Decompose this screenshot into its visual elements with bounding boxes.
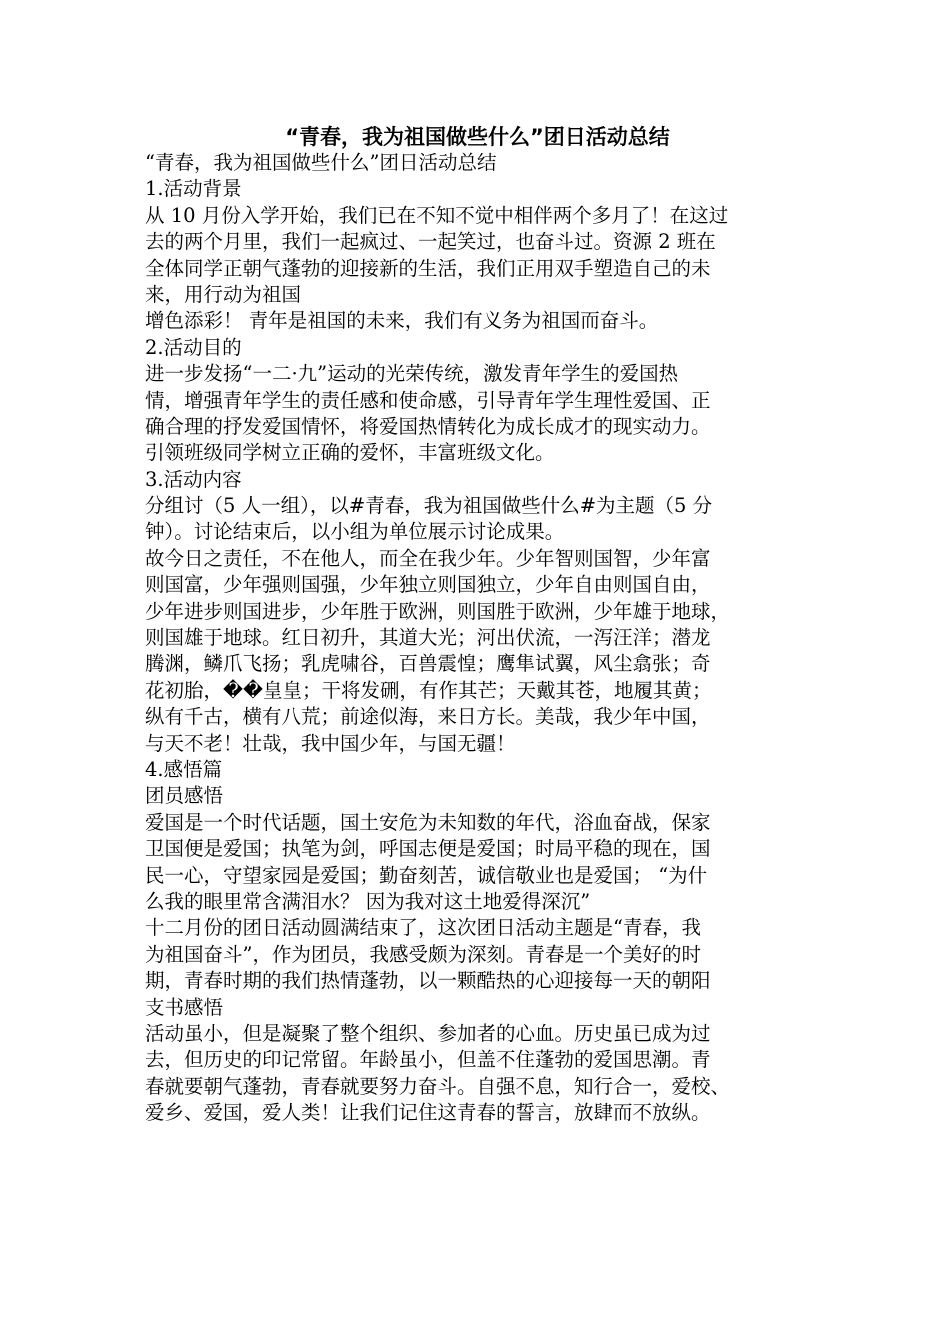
text-line: 么我的眼里常含满泪水？ 因为我对这土地爱得深沉” — [145, 889, 591, 913]
text-line: 去的两个月里，我们一起疯过、一起笑过，也奋斗过。资源 2 班在 — [145, 230, 716, 254]
text-line: 花初胎，��皇皇；干将发硎，有作其芒；天戴其苍，地履其黄； — [145, 678, 712, 702]
text-line: 增色添彩！ 青年是祖国的未来，我们有义务为祖国而奋斗。 — [145, 309, 659, 333]
document-title: “青春，我为祖国做些什么”团日活动总结 — [285, 125, 670, 149]
text-line: 分组讨（5 人一组），以#青春，我为祖国做些什么#为主题（5 分 — [145, 494, 713, 518]
document-body — [145, 150, 810, 1126]
text-line: 卫国便是爱国；执笔为剑，呼国志便是爱国；时局平稳的现在，国 — [145, 837, 711, 861]
text-line: 为祖国奋斗”，作为团员，我感受颇为深刻。青春是一个美好的时 — [145, 942, 701, 966]
text-line: 支书感悟 — [145, 995, 224, 1019]
text-line: 故今日之责任，不在他人，而全在我少年。少年智则国智，少年富 — [145, 546, 711, 570]
text-line: 1.活动背景 — [145, 177, 242, 201]
text-line: 引领班级同学树立正确的爱怀，丰富班级文化。 — [145, 441, 555, 465]
text-line: 爱国是一个时代话题，国土安危为未知数的年代，浴血奋战，保家 — [145, 810, 711, 834]
text-line: 少年进步则国进步，少年胜于欧洲，则国胜于欧洲，少年雄于地球， — [145, 599, 731, 623]
text-line: 钟）。讨论结束后，以小组为单位展示讨论成果。 — [145, 520, 565, 544]
text-line: 全体同学正朝气蓬勃的迎接新的生活，我们正用双手塑造自己的未 — [145, 256, 711, 280]
text-line: 情，增强青年学生的责任感和使命感，引导青年学生理性爱国、正 — [145, 388, 711, 412]
text-line: 期，青春时期的我们热情蓬勃，以一颗酷热的心迎接每一天的朝阳 — [145, 969, 711, 993]
text-line: 民一心，守望家园是爱国；勤奋刻苦，诚信敬业也是爱国； “为什 — [145, 863, 708, 887]
text-line: 来，用行动为祖国 — [145, 282, 302, 306]
text-line: 进一步发扬“一二·九”运动的光荣传统，激发青年学生的爱国热 — [145, 362, 679, 386]
text-line: 纵有千古，横有八荒；前途似海，来日方长。美哉，我少年中国， — [145, 705, 711, 729]
text-line: 2.活动目的 — [145, 335, 242, 359]
text-line: 团员感悟 — [145, 784, 224, 808]
text-line: 去，但历史的印记常留。年龄虽小，但盖不住蓬勃的爱国思潮。青 — [145, 1048, 711, 1072]
text-line: 则国雄于地球。红日初升，其道大光；河出伏流，一泻汪洋；潜龙 — [145, 626, 711, 650]
text-line: 爱乡、爱国，爱人类！让我们记住这青春的誓言，放肆而不放纵。 — [145, 1101, 711, 1125]
text-line: “青春，我为祖国做些什么”团日活动总结 — [145, 151, 497, 174]
text-line: 与天不老！壮哉，我中国少年，与国无疆！ — [145, 731, 516, 755]
text-line: 春就要朝气蓬勃，青春就要努力奋斗。自强不息，知行合一，爱校、 — [145, 1074, 731, 1098]
text-line: 腾渊，鳞爪飞扬；乳虎啸谷，百兽震惶；鹰隼试翼，风尘翕张；奇 — [145, 652, 711, 676]
text-line: 十二月份的团日活动圆满结束了，这次团日活动主题是“青春，我 — [145, 916, 701, 940]
text-line: 活动虽小，但是凝聚了整个组织、参加者的心血。历史虽已成为过 — [145, 1021, 711, 1045]
text-line: 从 10 月份入学开始，我们已在不知不觉中相伴两个多月了！在这过 — [145, 203, 729, 227]
text-line: 3.活动内容 — [145, 467, 242, 491]
text-line: 则国富，少年强则国强，少年独立则国独立，少年自由则国自由， — [145, 573, 711, 597]
text-line: 确合理的抒发爱国情怀，将爱国热情转化为成长成才的现实动力。 — [145, 414, 711, 438]
text-line: 4.感悟篇 — [145, 757, 223, 781]
